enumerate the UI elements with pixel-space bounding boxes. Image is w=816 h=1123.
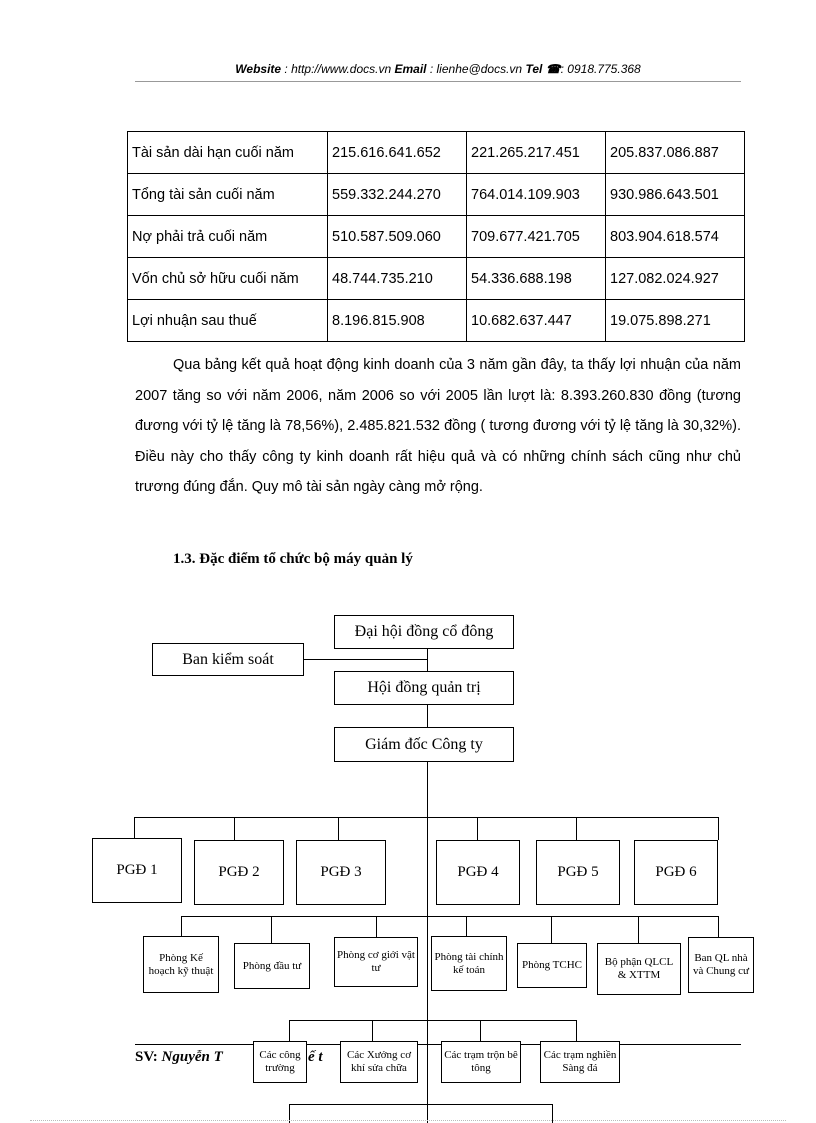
cell-value: 19.075.898.271: [606, 300, 745, 342]
connector-line: [181, 916, 182, 936]
board-box: Hội đồng quản trị: [334, 671, 514, 705]
cell-value: 803.904.618.574: [606, 216, 745, 258]
table-row: [128, 132, 745, 174]
connector-line: [466, 916, 467, 936]
connector-line: [477, 817, 478, 840]
email-value[interactable]: lienhe@docs.vn: [436, 62, 523, 76]
row-label: Tài sản dài hạn cuối năm: [128, 132, 328, 174]
connector-line: [271, 916, 272, 943]
page-edge-dots: [30, 1120, 786, 1121]
page-header: [135, 62, 741, 76]
connector-line: [551, 916, 552, 943]
connector-line: [134, 817, 135, 838]
cell-value: 205.837.086.887: [606, 132, 745, 174]
connector-line: [372, 1020, 373, 1041]
deputy-director-box: PGĐ 6: [634, 840, 718, 905]
department-box: Phòng TCHC: [517, 943, 587, 988]
connector-line: [134, 817, 719, 818]
table-row: [128, 258, 745, 300]
connector-line: [376, 916, 377, 937]
shareholders-box: Đại hội đồng cổ đông: [334, 615, 514, 649]
connector-line: [718, 817, 719, 840]
cell-value: 930.986.643.501: [606, 174, 745, 216]
connector-line: [304, 659, 428, 660]
department-box: Phòng tài chính kế toán: [431, 936, 507, 991]
cell-value: 559.332.244.270: [328, 174, 467, 216]
cell-value: 510.587.509.060: [328, 216, 467, 258]
row-label: Nợ phải trả cuối năm: [128, 216, 328, 258]
connector-line: [718, 916, 719, 937]
cell-value: 221.265.217.451: [467, 132, 606, 174]
table-row: [128, 174, 745, 216]
unit-box: Các Xưởng cơ khí sửa chữa: [340, 1041, 418, 1083]
department-box: Phòng Kế hoạch kỹ thuật: [143, 936, 219, 993]
department-box: Phòng đầu tư: [234, 943, 310, 989]
student-name-fragment: ế t: [308, 1049, 323, 1065]
cell-value: 215.616.641.652: [328, 132, 467, 174]
email-label: Email: [394, 62, 427, 76]
connector-line: [289, 1020, 290, 1041]
body-paragraph: [135, 350, 741, 503]
deputy-director-box: PGĐ 4: [436, 840, 520, 905]
connector-line: [338, 817, 339, 840]
header-divider: [135, 81, 741, 82]
tel-value: : 0918.775.368: [560, 62, 641, 76]
department-box: Phòng cơ giới vật tư: [334, 937, 418, 987]
phone-icon: ☎: [545, 62, 561, 76]
deputy-director-box: PGĐ 5: [536, 840, 620, 905]
connector-line: [638, 916, 639, 943]
website-label: Website: [235, 62, 282, 76]
supervisory-box: Ban kiểm soát: [152, 643, 304, 676]
table-row: [128, 216, 745, 258]
department-box: Bộ phận QLCL & XTTM: [597, 943, 681, 995]
deputy-director-box: PGĐ 3: [296, 840, 386, 905]
cell-value: 10.682.637.447: [467, 300, 606, 342]
unit-box: Các công trường: [253, 1041, 307, 1083]
footer-divider: [135, 1044, 741, 1045]
row-label: Tổng tài sản cuối năm: [128, 174, 328, 216]
director-box: Giám đốc Công ty: [334, 727, 514, 762]
student-name: Nguyễn T: [161, 1049, 223, 1065]
connector-line: [576, 1020, 577, 1041]
website-sep: :: [281, 62, 292, 76]
cell-value: 48.744.735.210: [328, 258, 467, 300]
financial-table: [127, 131, 745, 342]
section-title: 1.3. Đặc điểm tổ chức bộ máy quản lý: [173, 551, 413, 567]
cell-value: 709.677.421.705: [467, 216, 606, 258]
row-label: Vốn chủ sở hữu cuối năm: [128, 258, 328, 300]
connector-line: [234, 817, 235, 840]
table-row: [128, 300, 745, 342]
sv-label: SV:: [135, 1049, 158, 1065]
connector-line: [289, 1104, 553, 1105]
unit-box: Các trạm trộn bê tông: [441, 1041, 521, 1083]
connector-line: [427, 649, 428, 1123]
cell-value: 764.014.109.903: [467, 174, 606, 216]
connector-line: [480, 1020, 481, 1041]
deputy-director-box: PGĐ 2: [194, 840, 284, 905]
unit-box: Các trạm nghiền Sàng đá: [540, 1041, 620, 1083]
cell-value: 54.336.688.198: [467, 258, 606, 300]
row-label: Lợi nhuận sau thuế: [128, 300, 328, 342]
tel-label: Tel: [525, 62, 543, 76]
department-box: Ban QL nhà và Chung cư: [688, 937, 754, 993]
website-url[interactable]: http://www.docs.vn: [291, 62, 392, 76]
cell-value: 8.196.815.908: [328, 300, 467, 342]
cell-value: 127.082.024.927: [606, 258, 745, 300]
paragraph-text: Qua bảng kết quả hoạt động kinh doanh của 3 năm gần đây, ta thấy lợi nhuận của năm 2007 tăng so với năm 2006, năm 2006 so với 2005 lần lượt là: 8.393.260.830 đồng (tương đương với tỷ lệ tăng là 78,56%), 2.485.821.532 đồng ( tương đương với tỷ lệ tăng là 30,32%). Điều này cho thấy công ty kinh doanh rất hiệu quả và có những chính sách cũng như chủ trương đúng đắn. Quy mô tài sản ngày càng mở rộng.: [135, 357, 741, 495]
email-sep: :: [426, 62, 437, 76]
deputy-director-box: PGĐ 1: [92, 838, 182, 903]
connector-line: [576, 817, 577, 840]
connector-line: [289, 1020, 577, 1021]
